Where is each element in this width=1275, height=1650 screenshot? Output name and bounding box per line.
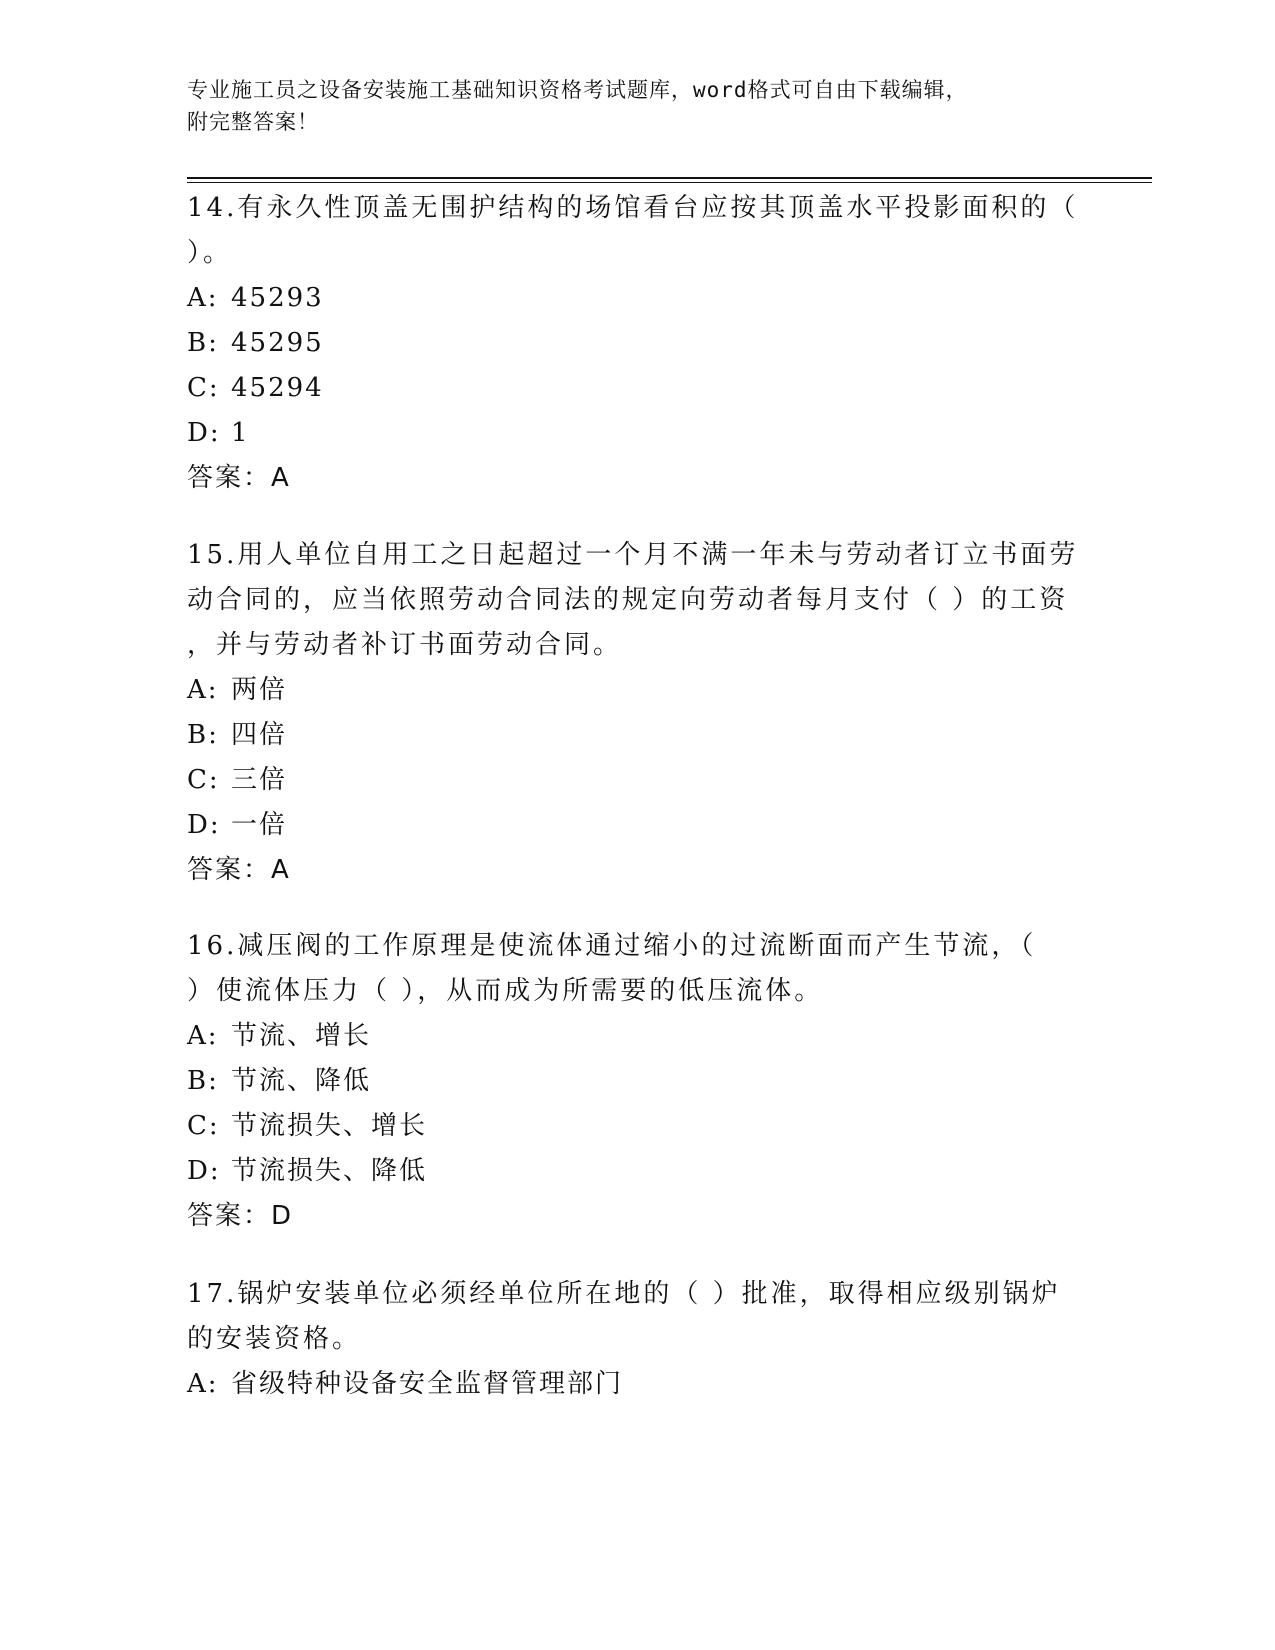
option-a — [187, 1014, 1087, 1059]
option-text: 两倍 — [231, 675, 288, 705]
header-line-1: 专业施工员之设备安装施工基础知识资格考试题库，word格式可自由下载编辑， — [187, 78, 968, 102]
option-letter: A: — [187, 283, 219, 313]
question-stem-line: 17.锅炉安装单位必须经单位所在地的（ ）批准，取得相应级别锅炉 — [187, 1279, 1061, 1309]
header-divider-thick — [187, 177, 1152, 179]
option-letter: B: — [187, 328, 219, 358]
option-letter: B: — [187, 1066, 219, 1096]
option-letter: A: — [187, 675, 219, 705]
question-stem-line: ）。 — [187, 238, 233, 268]
option-c — [187, 758, 1087, 803]
question-stem-line: ）使流体压力（ ），从而成为所需要的低压流体。 — [187, 976, 824, 1006]
question-14 — [187, 186, 1087, 501]
option-text: 三倍 — [231, 765, 288, 795]
option-b — [187, 713, 1087, 758]
option-letter: D: — [187, 418, 221, 448]
option-letter: D: — [187, 1156, 221, 1186]
answer-label: 答案：A — [187, 855, 291, 885]
question-15 — [187, 533, 1087, 893]
option-text: 四倍 — [231, 720, 288, 750]
option-b — [187, 1059, 1087, 1104]
answer-label: 答案：A — [187, 463, 291, 493]
question-16 — [187, 924, 1087, 1239]
option-text: 节流损失、降低 — [231, 1156, 428, 1186]
option-d — [187, 803, 1087, 848]
option-text: 省级特种设备安全监督管理部门 — [231, 1369, 624, 1399]
option-a — [187, 668, 1087, 713]
option-text: 节流、降低 — [231, 1066, 372, 1096]
answer-label: 答案：D — [187, 1201, 294, 1231]
option-d — [187, 411, 1087, 456]
option-a — [187, 276, 1087, 321]
option-letter: C: — [187, 765, 220, 795]
option-text: 节流损失、增长 — [231, 1111, 428, 1141]
option-a — [187, 1362, 1087, 1407]
document-header — [187, 74, 1057, 138]
question-stem-line: 的安装资格。 — [187, 1324, 362, 1354]
option-letter: D: — [187, 810, 221, 840]
option-c — [187, 1104, 1087, 1149]
question-stem-line: 15.用人单位自用工之日起超过一个月不满一年未与劳动者订立书面劳 — [187, 540, 1079, 570]
option-d — [187, 1149, 1087, 1194]
header-divider-thin — [187, 182, 1152, 183]
option-letter: A: — [187, 1021, 219, 1051]
question-17 — [187, 1272, 1087, 1407]
header-line-2: 附完整答案！ — [187, 110, 319, 134]
option-text: 节流、增长 — [231, 1021, 372, 1051]
option-b — [187, 321, 1087, 366]
option-letter: A: — [187, 1369, 219, 1399]
option-letter: B: — [187, 720, 219, 750]
option-text: 1 — [231, 418, 250, 448]
option-text: 45293 — [231, 283, 324, 313]
question-stem-line: 动合同的，应当依照劳动合同法的规定向劳动者每月支付（ ）的工资 — [187, 585, 1069, 615]
question-stem-line: ，并与劳动者补订书面劳动合同。 — [187, 630, 623, 660]
option-text: 一倍 — [231, 810, 288, 840]
option-text: 45295 — [231, 328, 324, 358]
question-stem-line: 16.减压阀的工作原理是使流体通过缩小的过流断面而产生节流，（ — [187, 931, 1037, 961]
question-stem-line: 14.有永久性顶盖无围护结构的场馆看台应按其顶盖水平投影面积的（ — [187, 193, 1079, 223]
option-text: 45294 — [231, 373, 324, 403]
option-c — [187, 366, 1087, 411]
option-letter: C: — [187, 373, 220, 403]
option-letter: C: — [187, 1111, 220, 1141]
